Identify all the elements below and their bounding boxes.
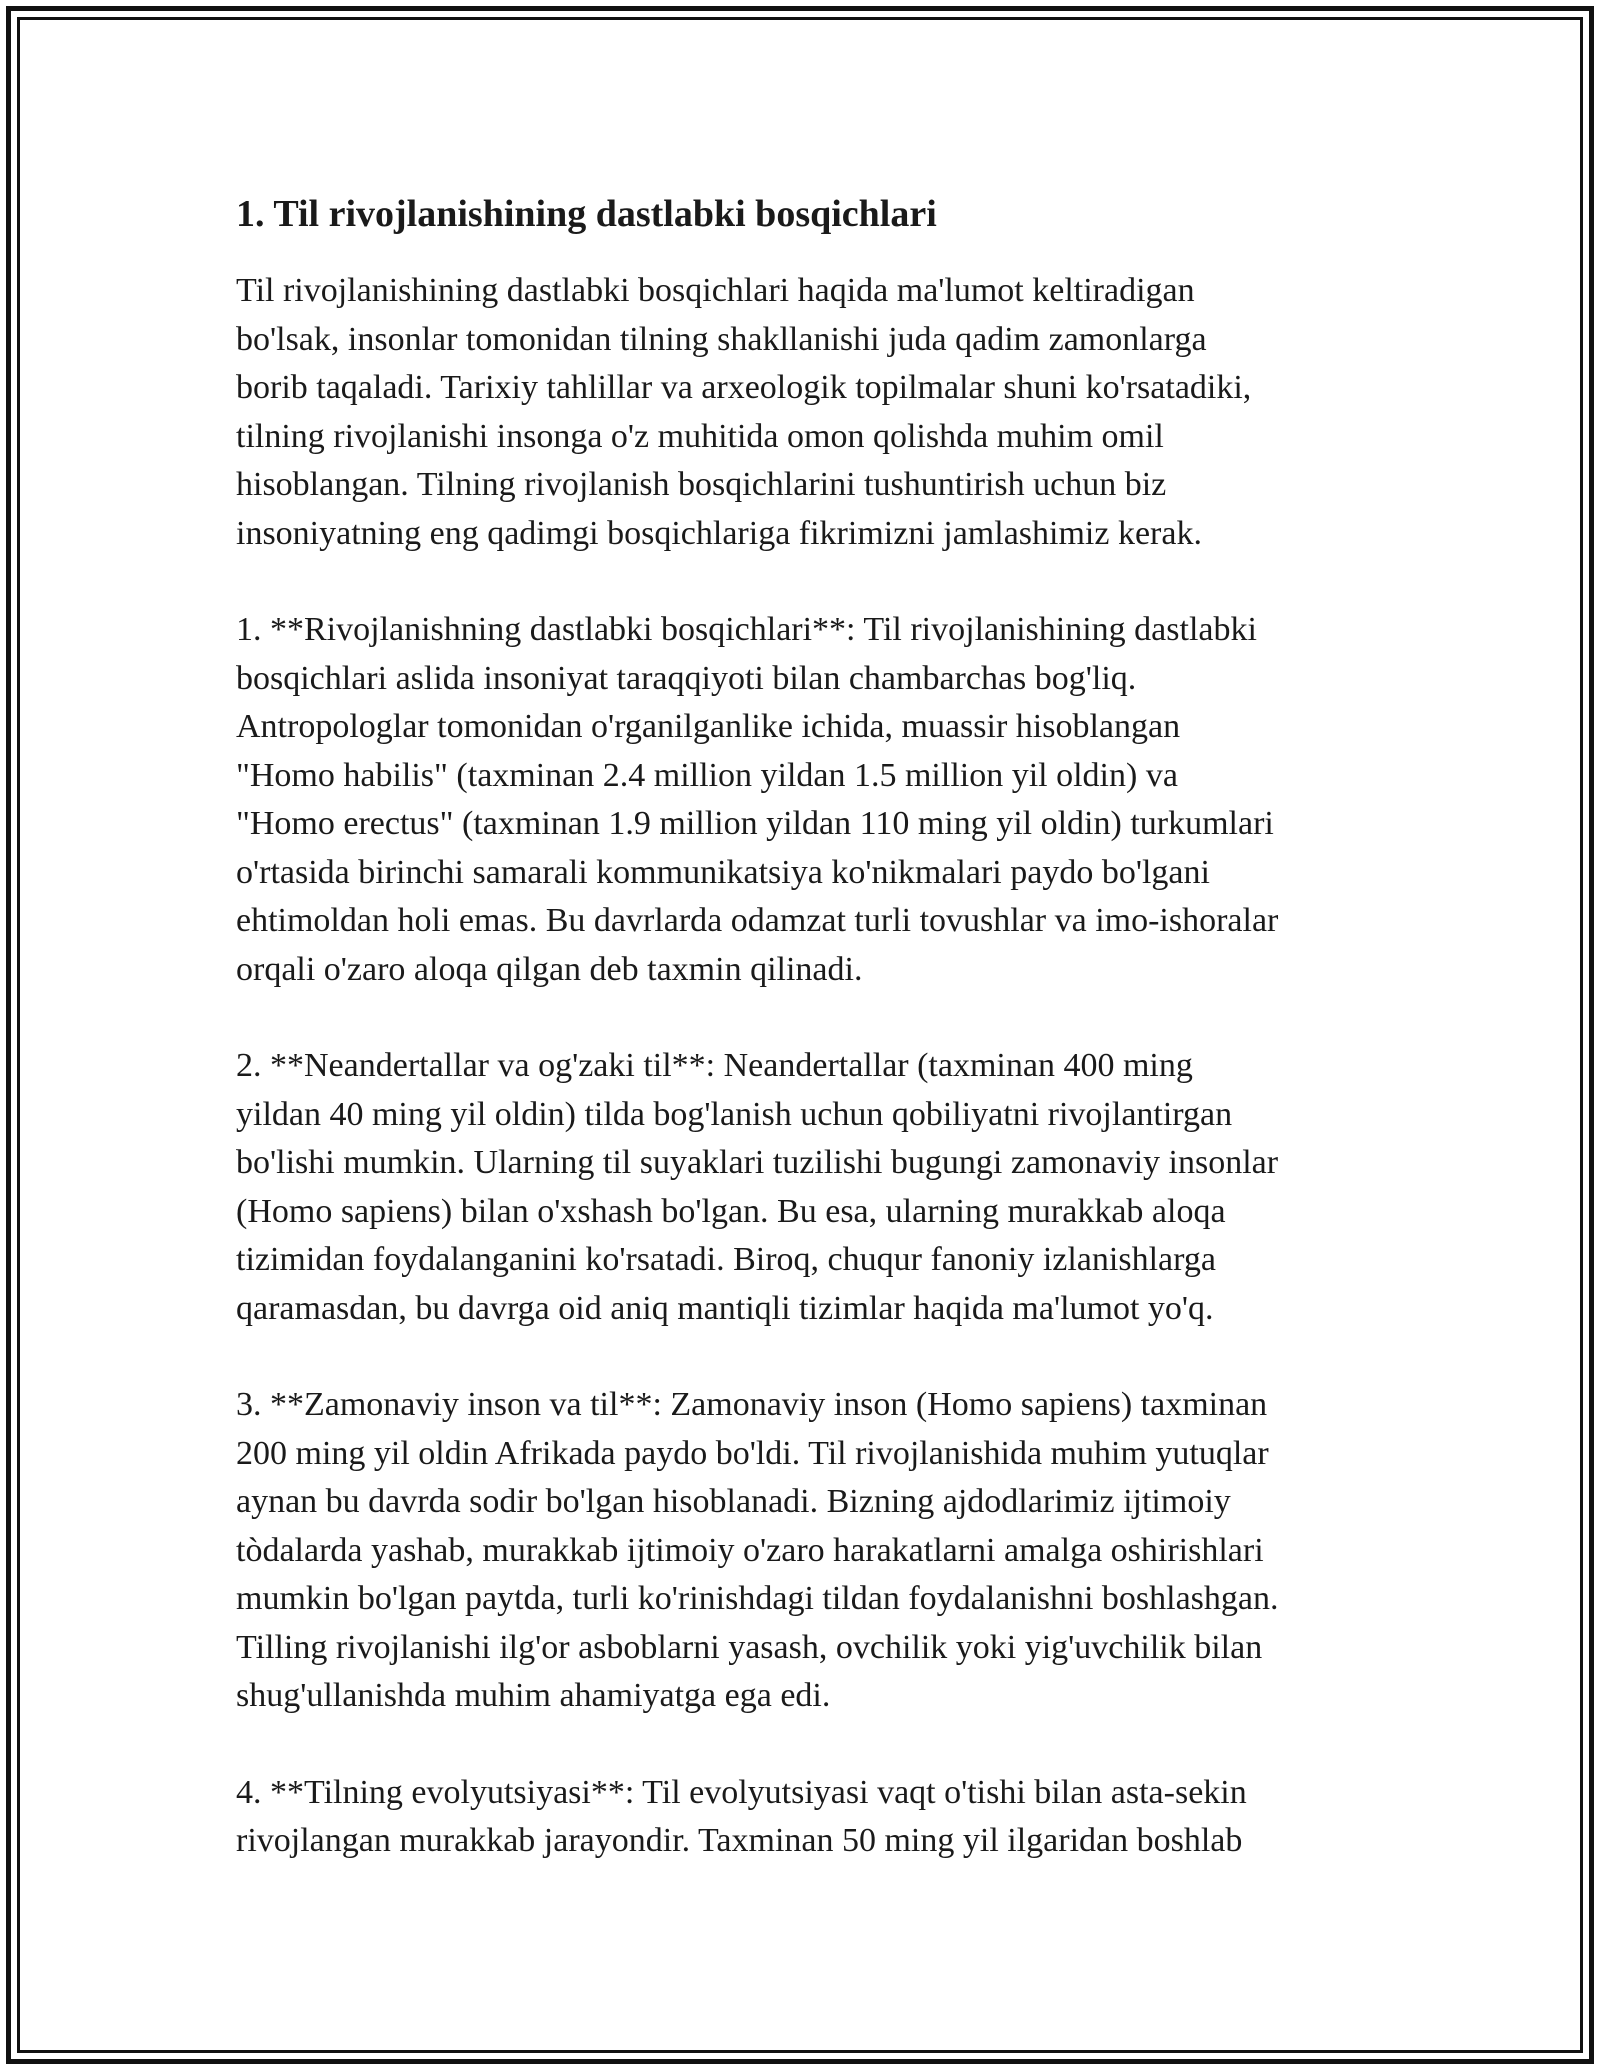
text-line: insoniyatning eng qadimgi bosqichlariga fikrimizni jamlashimiz kerak. bbox=[236, 514, 1202, 552]
paragraph-item-3 bbox=[236, 1381, 1376, 1721]
text-line: mumkin bo'lgan paytda, turli ko'rinishdagi tildan foydalanishni boshlashgan. bbox=[236, 1580, 1279, 1617]
text-line: borib taqaladi. Tarixiy tahlillar va arxeologik topilmalar shuni ko'rsatadiki, bbox=[236, 369, 1252, 406]
text-line: Til rivojlanishining dastlabki bosqichlari haqida ma'lumot keltiradigan bbox=[236, 272, 1195, 309]
document-body bbox=[236, 185, 1376, 1914]
text-line: shug'ullanishda muhim ahamiyatga ega edi. bbox=[236, 1677, 831, 1714]
text-line: tòdalarda yashab, murakkab ijtimoiy o'zaro harakatlarni amalga oshirishlari bbox=[236, 1531, 1264, 1569]
text-line: qaramasdan, bu davrga oid aniq mantiqli tizimlar haqida ma'lumot yo'q. bbox=[236, 1289, 1214, 1327]
text-line: ehtimoldan holi emas. Bu davrlarda odamzat turli tovushlar va imo-ishoralar bbox=[236, 902, 1279, 939]
text-line: bo'lsak, insonlar tomonidan tilning shakllanishi juda qadim zamonlarga bbox=[236, 320, 1207, 358]
text-line: rivojlangan murakkab jarayondir. Taxminan 50 ming yil ilgaridan boshlab bbox=[236, 1822, 1243, 1859]
text-line: 2. **Neandertallar va og'zaki til**: Neandertallar (taxminan 400 ming bbox=[236, 1047, 1193, 1084]
text-line: tilning rivojlanishi insonga o'z muhitida omon qolishda muhim omil bbox=[236, 417, 1164, 455]
text-line: Antropologlar tomonidan o'rganilganlike ichida, muassir hisoblangan bbox=[236, 708, 1181, 745]
text-line: 3. **Zamonaviy inson va til**: Zamonaviy inson (Homo sapiens) taxminan bbox=[236, 1386, 1268, 1423]
text-line: orqali o'zaro aloqa qilgan deb taxmin qilinadi. bbox=[236, 950, 863, 988]
text-line: Tilling rivojlanishi ilg'or asboblarni yasash, ovchilik yoki yig'uvchilik bilan bbox=[236, 1628, 1263, 1666]
text-line: o'rtasida birinchi samarali kommunikatsiya ko'nikmalari paydo bo'lgani bbox=[236, 853, 1210, 891]
paragraph-item-2 bbox=[236, 1042, 1376, 1333]
paragraph-intro bbox=[236, 267, 1376, 558]
text-line: "Homo erectus" (taxminan 1.9 million yildan 110 ming yil oldin) turkumlari bbox=[236, 805, 1274, 842]
text-line: tizimidan foydalanganini ko'rsatadi. Biroq, chuqur fanoniy izlanishlarga bbox=[236, 1241, 1216, 1278]
text-line: aynan bu davrda sodir bo'lgan hisoblanadi. Bizning ajdodlarimiz ijtimoiy bbox=[236, 1483, 1231, 1520]
text-line: 200 ming yil oldin Afrikada paydo bo'ldi. Til rivojlanishida muhim yutuqlar bbox=[236, 1434, 1269, 1472]
text-line: yildan 40 ming yil oldin) tilda bog'lanish uchun qobiliyatni rivojlantirgan bbox=[236, 1095, 1233, 1133]
text-line: 4. **Tilning evolyutsiyasi**: Til evolyutsiyasi vaqt o'tishi bilan asta-sekin bbox=[236, 1773, 1247, 1811]
paragraph-item-1 bbox=[236, 606, 1376, 994]
text-line: (Homo sapiens) bilan o'xshash bo'lgan. Bu esa, ularning murakkab aloqa bbox=[236, 1192, 1226, 1230]
text-line: hisoblangan. Tilning rivojlanish bosqichlarini tushuntirish uchun biz bbox=[236, 466, 1167, 503]
text-line: 1. **Rivojlanishning dastlabki bosqichlari**: Til rivojlanishining dastlabki bbox=[236, 611, 1257, 648]
section-heading: 1. Til rivojlanishining dastlabki bosqichlari bbox=[236, 193, 937, 235]
paragraph-item-4 bbox=[236, 1769, 1376, 1866]
text-line: bo'lishi mumkin. Ularning til suyaklari tuzilishi bugungi zamonaviy insonlar bbox=[236, 1144, 1279, 1181]
text-line: "Homo habilis" (taxminan 2.4 million yildan 1.5 million yil oldin) va bbox=[236, 756, 1178, 794]
text-line: bosqichlari aslida insoniyat taraqqiyoti bilan chambarchas bog'liq. bbox=[236, 659, 1137, 697]
